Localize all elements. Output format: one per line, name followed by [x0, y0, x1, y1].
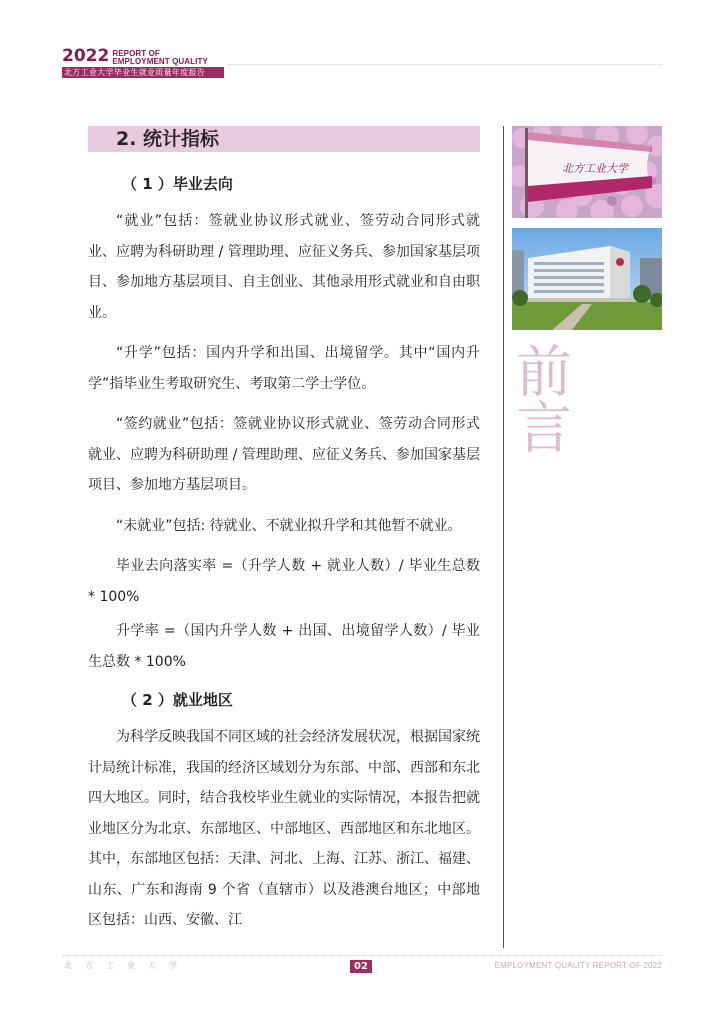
flag-blossom-image — [512, 126, 662, 218]
formula-further-study-rate: 升学率 =（国内升学人数 + 出国、出境留学人数）/ 毕业生总数 * 100% — [88, 623, 480, 670]
footer-report-title: EMPLOYMENT QUALITY REPORT OF 2022 — [494, 961, 662, 970]
header-report-label — [112, 50, 208, 65]
subheading-graduate-destination: （ 1 ）毕业去向 — [122, 175, 233, 193]
campus-building-photo — [512, 228, 662, 330]
header-year: 2022 — [62, 46, 110, 66]
paragraph-contract-employment-definition: “签约就业”包括：签就业协议形式就业、签劳动合同形式就业、应聘为科研助理 / 管理助理、应征义务兵、参加国家基层项目、参加地方基层项目。 — [88, 416, 480, 493]
paragraph-region-division: 为科学反映我国不同区域的社会经济发展状况，根据国家统计局统计标准，我国的经济区域划分为东部、中部、西部和东北四大地区。同时，结合我校毕业生就业的实际情况，本报告把就业地区分为北京、东部地区、中部地区、西部地区和东北地区。其中，东部地区包括：天津、河北、上海、江苏、浙江、福建、山东、广东和海南 9 个省（直辖市）以及港澳台地区；中部地区包括：山西、安徽、江 — [88, 729, 480, 928]
page-number: 02 — [350, 960, 372, 973]
campus-flag-photo — [512, 126, 662, 218]
paragraph-further-study-definition: “升学”包括：国内升学和出国、出境留学。其中“国内升学”指毕业生考取研究生、考取第二学士学位。 — [88, 345, 480, 392]
flag-school-name: 北方工业大学 — [562, 162, 628, 175]
header-subtitle: 北方工业大学毕业生就业质量年度报告 — [62, 67, 224, 78]
subheading-employment-region: （ 2 ）就业地区 — [122, 691, 233, 709]
column-divider — [503, 126, 504, 948]
footer-university-name: 北方工业大学 — [64, 961, 190, 970]
paragraph-employment-definition: “就业”包括：签就业协议形式就业、签劳动合同形式就业、应聘为科研助理 / 管理助理、应征义务兵、参加国家基层项目、参加地方基层项目、自主创业、其他录用形式就业和自由职业。 — [88, 213, 480, 321]
section-title: 2. 统计指标 — [116, 128, 220, 150]
main-content — [88, 160, 480, 936]
header-report-line2: EMPLOYMENT QUALITY — [112, 56, 208, 66]
paragraph-unemployed-definition: “未就业”包括: 待就业、不就业拟升学和其他暂不就业。 — [116, 517, 462, 534]
header-divider — [228, 64, 662, 65]
report-header — [62, 46, 224, 78]
footer-divider — [62, 955, 662, 956]
building-image — [512, 228, 662, 330]
header-report-line1: REPORT OF — [112, 49, 160, 58]
preface-heading: 前言 — [507, 342, 572, 454]
header-title-row — [62, 46, 224, 65]
formula-destination-rate: 毕业去向落实率 =（升学人数 + 就业人数）/ 毕业生总数 * 100% — [88, 558, 480, 605]
